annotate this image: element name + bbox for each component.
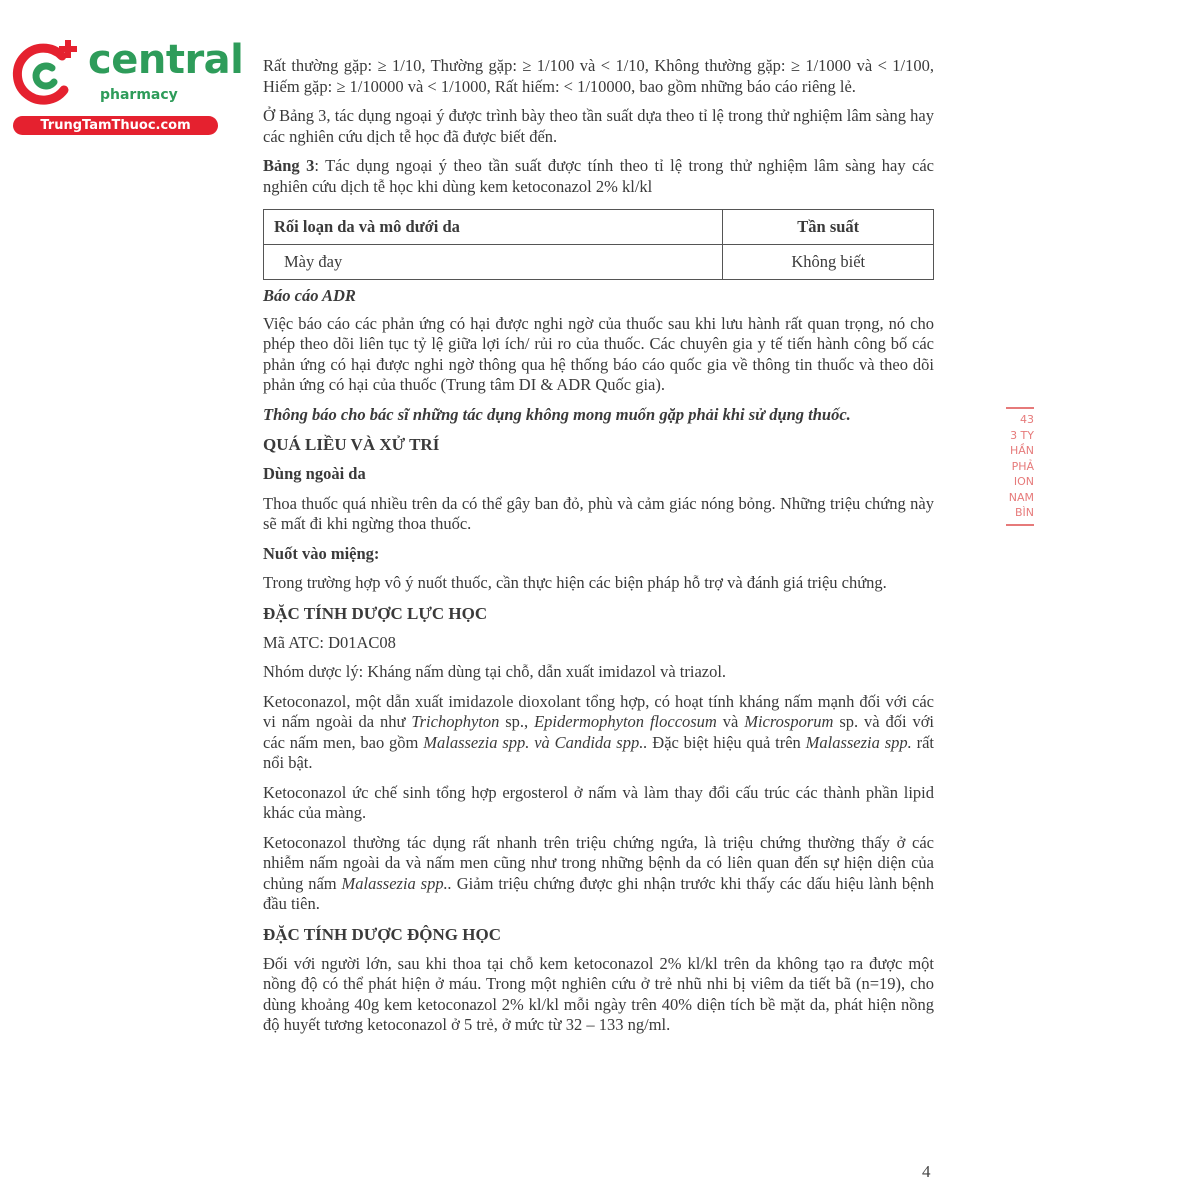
pharmacologic-group: Nhóm dược lý: Kháng nấm dùng tại chỗ, dẫn xuất imidazol và triazol. <box>263 662 727 681</box>
logo-brand-name: central <box>88 37 244 83</box>
stamp-line: HẦN <box>1009 444 1034 457</box>
text-run: và <box>716 712 745 731</box>
pharmacokinetics-heading: ĐẶC TÍNH DƯỢC ĐỘNG HỌC <box>263 924 502 944</box>
pharmacodynamics-paragraph-1 <box>263 692 934 774</box>
overdose-heading: QUÁ LIỀU VÀ XỬ TRÍ <box>263 435 440 454</box>
species-name: Trichophyton <box>411 712 500 731</box>
table-cell-frequency: Không biết <box>723 245 934 280</box>
external-use-title: Dùng ngoài da <box>263 464 366 483</box>
adverse-effects-table <box>263 209 934 280</box>
stamp-line: 3 TY <box>1010 428 1034 442</box>
table-caption <box>263 156 934 197</box>
text-run: Đặc biệt hiệu quả trên <box>647 732 806 752</box>
species-name: Malassezia spp. và Candida spp.. <box>423 732 648 752</box>
atc-code: Mã ATC: D01AC08 <box>263 632 396 652</box>
oral-ingestion-body: Trong trường hợp vô ý nuốt thuốc, cần thực hiện các biện pháp hỗ trợ và đánh giá triệu chứng. <box>263 573 887 592</box>
oral-ingestion-title: Nuốt vào miệng: <box>263 543 380 563</box>
adr-notice: Thông báo cho bác sĩ những tác dụng không mong muốn gặp phải khi sử dụng thuốc. <box>263 404 851 424</box>
logo-website: TrungTamThuoc.com <box>13 116 218 135</box>
logo-brand-sub: pharmacy <box>100 87 178 103</box>
table-row <box>264 245 934 280</box>
text-run: Ketoconazol, một dẫn xuất imidazole dioxolant tổng hợp, có hoạt tính kháng nấm mạnh đối với các vi nấm ngoài da như <box>263 691 934 731</box>
table-caption-label: Bảng 3 <box>263 156 315 175</box>
adr-report-body: Việc báo cáo các phản ứng có hại được nghi ngờ của thuốc sau khi lưu hành rất quan trọng, nó cho phép theo dõi liên tục tỷ lệ giữa lợi ích/ rủi ro của thuốc. Các chuyên gia y tế tiến hành công bố các phản ứng có hại được nghi ngờ thông qua hệ thống báo cáo quốc gia về thông tin thuốc và theo dõi phản ứng có hại của thuốc (Trung tâm DI & ADR Quốc gia). <box>263 313 934 394</box>
species-name: Microsporum <box>744 712 834 731</box>
stamp-line: NAM <box>1008 490 1034 504</box>
central-pharmacy-logo <box>10 37 244 138</box>
stamp-line: ION <box>1013 475 1034 488</box>
adr-report-title: Báo cáo ADR <box>263 286 356 305</box>
species-name: Epidermophyton floccosum <box>534 712 717 731</box>
pharmacodynamics-paragraph-2: Ketoconazol ức chế sinh tổng hợp ergosterol ở nấm và làm thay đổi cấu trúc các thành phần lipid khác của màng. <box>263 782 934 822</box>
text-run: Giảm triệu chứng được ghi nhận trước khi thấy các dấu hiệu lành bệnh đầu tiên. <box>263 873 934 913</box>
species-name: Malassezia spp. <box>805 732 912 752</box>
table-caption-text: : Tác dụng ngoại ý theo tần suất được tính theo tỉ lệ trong thử nghiệm lâm sàng hay các nghiên cứu dịch tễ học khi dùng kem ketoconazol 2% kl/kl <box>263 156 934 196</box>
frequency-definition: Rất thường gặp: ≥ 1/10, Thường gặp: ≥ 1/100 và < 1/10, Không thường gặp: ≥ 1/1000 và < 1/100, Hiếm gặp: ≥ 1/10000 và < 1/1000, Rất hiếm: < 1/10000, bao gồm những báo cáo riêng lẻ. <box>263 56 934 96</box>
stamp-rule <box>1006 524 1034 526</box>
pharmacodynamics-paragraph-3 <box>263 833 934 915</box>
text-run: Ketoconazol thường tác dụng rất nhanh trên triệu chứng ngứa, là triệu chứng thường thấy ở các nhiễm nấm ngoài da và nấm men cũng như trong những bệnh da có liên quan đến sự hiện diện của chủng nấm <box>263 832 934 893</box>
company-stamp <box>1000 404 1034 562</box>
pharmacy-cross-logo-icon <box>10 38 82 110</box>
text-run: sp. và đối với các nấm men, bao gồm <box>263 712 935 752</box>
stamp-rule <box>1006 407 1034 409</box>
document-body <box>263 56 934 1045</box>
stamp-line: PHẢ <box>1011 459 1034 473</box>
table-header-row <box>264 210 934 245</box>
text-run: rất nổi bật. <box>263 732 935 772</box>
page-number: 4 <box>922 1162 931 1181</box>
stamp-line: BÌN <box>1014 506 1034 519</box>
pharmacodynamics-heading: ĐẶC TÍNH DƯỢC LỰC HỌC <box>263 603 488 623</box>
table-cell-effect: Mày đay <box>264 245 723 280</box>
external-use-body: Thoa thuốc quá nhiều trên da có thể gây ban đỏ, phù và cảm giác nóng bỏng. Những triệu chứng này sẽ mất đi khi ngừng thoa thuốc. <box>263 493 934 533</box>
table-header-frequency: Tần suất <box>723 210 934 245</box>
stamp-line: 43 <box>1020 413 1034 426</box>
species-name: Malassezia spp.. <box>341 873 452 893</box>
pharmacokinetics-body: Đối với người lớn, sau khi thoa tại chỗ kem ketoconazol 2% kl/kl trên da không tạo ra được một nồng độ có thể phát hiện ở máu. Trong một nghiên cứu ở trẻ nhũ nhi bị viêm da tiết bã (n=19), cho dùng khoảng 40g kem ketoconazol 2% kl/kl mỗi ngày trên 40% diện tích bề mặt da, phát hiện nồng độ huyết tương ketoconazol ở 5 trẻ, ở mức từ 32 – 133 ng/ml. <box>263 953 934 1034</box>
table-intro: Ở Bảng 3, tác dụng ngoại ý được trình bày theo tần suất dựa theo tỉ lệ trong thử nghiệm lâm sàng hay các nghiên cứu dịch tễ học đã được biết đến. <box>263 106 934 146</box>
text-run: sp., <box>499 712 535 731</box>
table-header-disorder: Rối loạn da và mô dưới da <box>264 210 723 245</box>
